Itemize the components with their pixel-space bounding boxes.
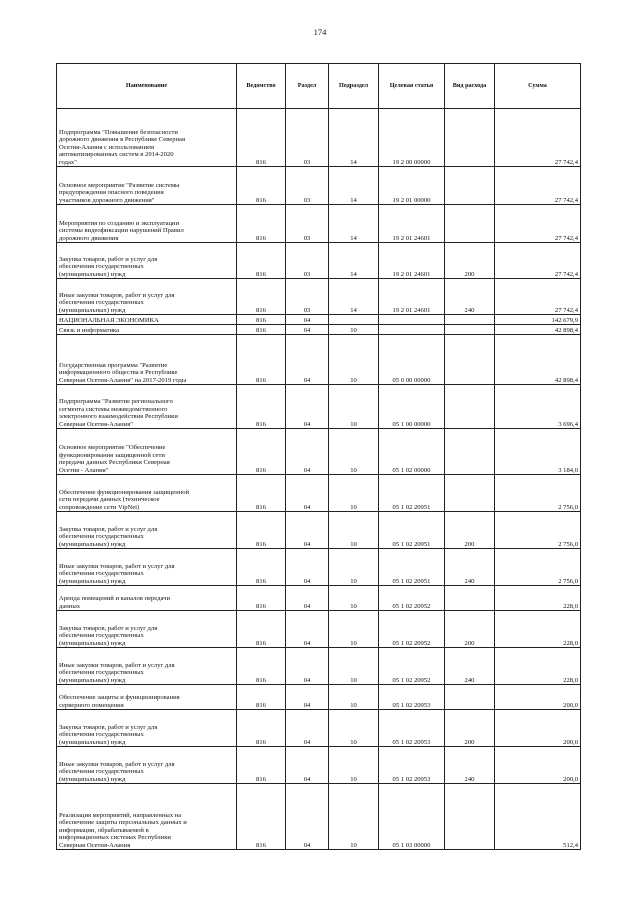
row-ved: 816 [237,512,286,549]
table-row [57,325,581,335]
row-celevaya: 05 1 02 20951 [379,512,445,549]
budget-table [56,63,581,850]
table-row [57,685,581,710]
table-row [57,475,581,512]
row-ved: 816 [237,167,286,205]
row-ved: 816 [237,784,286,850]
row-razdel: 04 [286,335,329,385]
row-razdel: 04 [286,784,329,850]
row-celevaya: 19 2 01 00000 [379,167,445,205]
row-podrazdel: 10 [329,325,379,335]
row-celevaya: 19 2 00 00000 [379,109,445,167]
row-vid [445,205,495,243]
row-podrazdel: 14 [329,205,379,243]
row-razdel: 04 [286,429,329,475]
row-name: Иные закупки товаров, работ и услуг для обеспечения государственных (муниципальных) нужд [57,279,237,315]
row-vid: 200 [445,611,495,648]
row-razdel: 04 [286,325,329,335]
table-row [57,335,581,385]
row-vid [445,586,495,611]
table-row [57,315,581,325]
row-celevaya: 05 1 02 20953 [379,747,445,784]
table-row [57,385,581,429]
row-razdel: 03 [286,243,329,279]
row-ved: 816 [237,611,286,648]
row-podrazdel: 10 [329,586,379,611]
row-razdel: 04 [286,385,329,429]
row-razdel: 04 [286,586,329,611]
row-vid: 240 [445,747,495,784]
row-celevaya: 05 1 02 00000 [379,429,445,475]
row-summa: 27 742,4 [495,167,581,205]
row-name: Закупка товаров, работ и услуг для обеспечения государственных (муниципальных) нужд [57,512,237,549]
row-name: Обеспечение защиты и функционирования серверного помещения [57,685,237,710]
header-ved: Ведомство [237,64,286,109]
table-row [57,279,581,315]
row-podrazdel [329,315,379,325]
row-name: Обеспечение функционирования защищенной сети передачи данных (техническое сопровождение сети VipNet) [57,475,237,512]
row-vid [445,315,495,325]
table-row [57,243,581,279]
row-vid: 200 [445,243,495,279]
row-podrazdel: 10 [329,512,379,549]
row-ved: 816 [237,279,286,315]
row-celevaya [379,315,445,325]
row-celevaya: 05 1 02 20952 [379,586,445,611]
row-podrazdel: 10 [329,549,379,586]
table-row [57,167,581,205]
row-name: Связь и информатика [57,325,237,335]
row-vid [445,429,495,475]
row-summa: 228,0 [495,611,581,648]
row-name: Иные закупки товаров, работ и услуг для обеспечения государственных (муниципальных) нужд [57,549,237,586]
row-ved: 816 [237,325,286,335]
row-razdel: 04 [286,512,329,549]
row-vid: 240 [445,648,495,685]
row-ved: 816 [237,315,286,325]
row-summa: 42 898,4 [495,335,581,385]
row-summa: 228,0 [495,648,581,685]
row-name: Иные закупки товаров, работ и услуг для обеспечения государственных (муниципальных) нужд [57,747,237,784]
row-summa: 27 742,4 [495,243,581,279]
row-vid [445,784,495,850]
row-ved: 816 [237,586,286,611]
row-name: Подпрограмма "Развитие регионального сегмента системы межведомственного электронного взаимодействия Республики Северная Осетия-Алания" [57,385,237,429]
row-podrazdel: 10 [329,475,379,512]
row-podrazdel: 10 [329,784,379,850]
row-ved: 816 [237,335,286,385]
header-razdel: Раздел [286,64,329,109]
row-vid [445,325,495,335]
row-summa: 512,4 [495,784,581,850]
row-vid [445,167,495,205]
row-name: Аренда помещений и каналов передачи данных [57,586,237,611]
row-ved: 816 [237,475,286,512]
row-vid [445,685,495,710]
row-celevaya: 05 0 00 00000 [379,335,445,385]
table-row [57,549,581,586]
row-summa: 2 756,0 [495,512,581,549]
row-name: Закупка товаров, работ и услуг для обеспечения государственных (муниципальных) нужд [57,710,237,747]
row-razdel: 04 [286,549,329,586]
table-row [57,109,581,167]
row-celevaya: 05 1 02 20951 [379,549,445,586]
row-celevaya: 05 1 02 20953 [379,685,445,710]
row-celevaya: 05 1 02 20952 [379,611,445,648]
row-ved: 816 [237,429,286,475]
page-number: 174 [313,27,327,37]
row-name: Закупка товаров, работ и услуг для обеспечения государственных (муниципальных) нужд [57,243,237,279]
table-row [57,710,581,747]
header-vid: Вид расхода [445,64,495,109]
row-name: Иные закупки товаров, работ и услуг для обеспечения государственных (муниципальных) нужд [57,648,237,685]
row-podrazdel: 10 [329,429,379,475]
row-name: Государственная программа "Развитие информационного общества в Республике Северная Осетия-Алания" на 2017-2019 годы [57,335,237,385]
row-ved: 816 [237,385,286,429]
row-ved: 816 [237,648,286,685]
header-summa: Сумма [495,64,581,109]
row-celevaya: 19 2 01 24601 [379,279,445,315]
row-celevaya: 05 1 02 20951 [379,475,445,512]
row-podrazdel: 10 [329,747,379,784]
row-name: Основное мероприятие "Обеспечение функционирования защищенной сети передачи данных Республики Северная Осетия - Алания" [57,429,237,475]
row-podrazdel: 10 [329,385,379,429]
row-celevaya: 19 2 01 24601 [379,205,445,243]
row-razdel: 03 [286,279,329,315]
row-vid [445,109,495,167]
row-vid: 200 [445,512,495,549]
row-razdel: 04 [286,475,329,512]
row-podrazdel: 10 [329,710,379,747]
row-vid: 200 [445,710,495,747]
row-vid [445,335,495,385]
row-summa: 200,0 [495,685,581,710]
row-ved: 816 [237,685,286,710]
row-podrazdel: 10 [329,335,379,385]
table-row [57,611,581,648]
row-name: НАЦИОНАЛЬНАЯ ЭКОНОМИКА [57,315,237,325]
row-name: Основное мероприятие "Развитие системы предупреждения опасного поведения участников дорожного движения" [57,167,237,205]
table-row [57,784,581,850]
row-summa: 2 756,0 [495,475,581,512]
row-summa: 200,0 [495,710,581,747]
row-summa: 3 696,4 [495,385,581,429]
row-summa: 228,0 [495,586,581,611]
header-celevaya: Целевая статья [379,64,445,109]
row-podrazdel: 14 [329,109,379,167]
row-summa: 3 184,0 [495,429,581,475]
row-summa: 27 742,4 [495,109,581,167]
row-ved: 816 [237,549,286,586]
row-celevaya: 05 1 02 20952 [379,648,445,685]
row-vid: 240 [445,279,495,315]
row-vid: 240 [445,549,495,586]
row-name: Закупка товаров, работ и услуг для обеспечения государственных (муниципальных) нужд [57,611,237,648]
table-row [57,586,581,611]
row-razdel: 04 [286,611,329,648]
row-razdel: 04 [286,710,329,747]
row-podrazdel: 14 [329,279,379,315]
table-row [57,512,581,549]
row-name: Подпрограмма "Повышение безопасности дорожного движения в Республике Северная Осетия-Алания с использованием автоматизированных систем в 2014-2020 годах" [57,109,237,167]
row-podrazdel: 14 [329,243,379,279]
row-razdel: 03 [286,109,329,167]
row-ved: 816 [237,205,286,243]
row-ved: 816 [237,747,286,784]
row-celevaya [379,325,445,335]
row-razdel: 04 [286,747,329,784]
row-vid [445,475,495,512]
row-razdel: 03 [286,205,329,243]
row-podrazdel: 10 [329,611,379,648]
row-podrazdel: 10 [329,648,379,685]
row-ved: 816 [237,109,286,167]
row-summa: 200,0 [495,747,581,784]
table-row [57,648,581,685]
row-summa: 142 679,9 [495,315,581,325]
table-row [57,429,581,475]
row-razdel: 04 [286,315,329,325]
row-celevaya: 19 2 01 24601 [379,243,445,279]
row-celevaya: 05 1 03 00000 [379,784,445,850]
row-ved: 816 [237,710,286,747]
row-razdel: 04 [286,685,329,710]
row-celevaya: 05 1 00 00000 [379,385,445,429]
header-name: Наименование [57,64,237,109]
table-row [57,205,581,243]
table-row [57,747,581,784]
row-razdel: 03 [286,167,329,205]
table-header-row [57,64,581,109]
row-vid [445,385,495,429]
row-podrazdel: 10 [329,685,379,710]
header-podrazdel: Подраздел [329,64,379,109]
row-summa: 27 742,4 [495,279,581,315]
row-podrazdel: 14 [329,167,379,205]
row-razdel: 04 [286,648,329,685]
row-summa: 2 756,0 [495,549,581,586]
row-ved: 816 [237,243,286,279]
row-summa: 27 742,4 [495,205,581,243]
row-celevaya: 05 1 02 20953 [379,710,445,747]
row-summa: 42 898,4 [495,325,581,335]
row-name: Мероприятия по созданию и эксплуатации системы видеофиксации нарушений Правил дорожного движения [57,205,237,243]
row-name: Реализация мероприятий, направленных на обеспечение защиты персональных данных и информации, обрабатываемой в информационных системах Республики Северная Осетия-Алания [57,784,237,850]
